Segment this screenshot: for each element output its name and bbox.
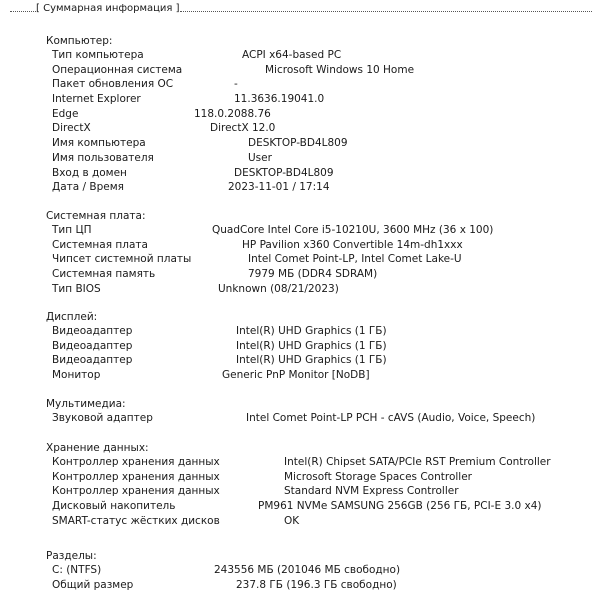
section-computer xyxy=(46,34,415,195)
row-label: Системная плата xyxy=(52,238,148,251)
row-label: Звуковой адаптер xyxy=(52,412,153,424)
info-row xyxy=(46,353,387,368)
info-row xyxy=(46,136,348,151)
row-label: Имя компьютера xyxy=(52,137,146,150)
row-label: Монитор xyxy=(52,369,101,382)
row-label: Операционная система xyxy=(52,63,183,76)
row-label: Edge xyxy=(52,107,79,120)
info-row xyxy=(46,499,542,514)
info-row xyxy=(46,470,472,485)
info-row xyxy=(46,324,387,339)
row-value: PM961 NVMe SAMSUNG 256GB (256 ГБ, PCI-E 3.0 x4) xyxy=(258,500,542,513)
info-row xyxy=(46,252,462,267)
info-row xyxy=(46,411,536,426)
section-title: Мультимедиа: xyxy=(46,398,126,410)
row-label: C: (NTFS) xyxy=(52,564,102,576)
section-title: Дисплей: xyxy=(46,311,98,323)
info-row xyxy=(46,77,238,92)
info-row xyxy=(46,455,551,470)
row-value: 11.3636.19041.0 xyxy=(234,93,325,106)
row-value: - xyxy=(234,78,238,91)
row-value: Intel(R) UHD Graphics (1 ГБ) xyxy=(236,354,387,367)
row-label: Дисковый накопитель xyxy=(52,500,176,513)
row-label: Чипсет системной платы xyxy=(52,253,192,266)
info-row xyxy=(46,578,397,593)
section-multimedia xyxy=(46,397,536,426)
header-dashes-right xyxy=(180,5,592,12)
row-value: 7979 МБ (DDR4 SDRAM) xyxy=(248,268,378,281)
section-title: Компьютер: xyxy=(46,35,113,47)
row-value: ACPI x64-based PC xyxy=(242,49,342,61)
row-label: Дата / Время xyxy=(52,181,124,194)
row-label: Контроллер хранения данных xyxy=(52,485,220,498)
section-title: Разделы: xyxy=(46,550,97,562)
info-row xyxy=(46,223,494,238)
info-row xyxy=(46,92,325,107)
info-row xyxy=(46,484,459,499)
row-label: Тип компьютера xyxy=(52,49,144,61)
row-value: Unknown (08/21/2023) xyxy=(218,282,339,295)
report-header xyxy=(10,3,592,14)
row-label: Видеоадаптер xyxy=(52,354,133,367)
row-label: Общий размер xyxy=(52,578,134,591)
info-row xyxy=(46,563,401,578)
row-label: Контроллер хранения данных xyxy=(52,470,220,483)
info-row xyxy=(46,151,272,166)
info-row xyxy=(46,121,276,136)
row-label: Тип ЦП xyxy=(52,224,92,236)
info-row xyxy=(46,166,334,181)
header-dashes-left xyxy=(10,5,36,12)
section-storage xyxy=(46,441,551,528)
row-value: 2023-11-01 / 17:14 xyxy=(228,181,330,194)
row-value: Generic PnP Monitor [NoDB] xyxy=(222,369,370,382)
row-value: Microsoft Windows 10 Home xyxy=(265,63,415,76)
report-title: [ Суммарная информация ] xyxy=(36,3,180,14)
info-row xyxy=(46,238,463,253)
row-value: Intel Comet Point-LP, Intel Comet Lake-U xyxy=(248,253,462,266)
row-label: SMART-статус жёстких дисков xyxy=(52,514,220,527)
row-value: DirectX 12.0 xyxy=(210,122,276,135)
row-value: Intel Comet Point-LP PCH - cAVS (Audio, Voice, Speech) xyxy=(246,412,536,424)
row-label: Имя пользователя xyxy=(52,151,154,164)
row-label: Видеоадаптер xyxy=(52,325,133,337)
row-value: DESKTOP-BD4L809 xyxy=(248,137,348,150)
row-value: Standard NVM Express Controller xyxy=(284,485,459,498)
info-row xyxy=(46,339,387,354)
row-label: Пакет обновления ОС xyxy=(52,78,174,91)
row-value: Intel(R) UHD Graphics (1 ГБ) xyxy=(236,325,387,337)
row-value: User xyxy=(248,151,272,164)
info-row xyxy=(46,282,339,297)
info-row xyxy=(46,63,415,78)
row-value: 118.0.2088.76 xyxy=(194,107,271,120)
row-value: QuadCore Intel Core i5-10210U, 3600 MHz (36 x 100) xyxy=(212,224,494,236)
section-motherboard xyxy=(46,209,494,296)
row-value: Intel(R) UHD Graphics (1 ГБ) xyxy=(236,339,387,352)
row-value: 237.8 ГБ (196.3 ГБ свободно) xyxy=(236,578,397,591)
section-title: Системная плата: xyxy=(46,210,146,222)
info-row xyxy=(46,368,370,383)
row-label: Вход в домен xyxy=(52,166,127,179)
row-value: Intel(R) Chipset SATA/PCIe RST Premium Controller xyxy=(284,456,551,468)
row-label: Internet Explorer xyxy=(52,93,141,106)
row-value: HP Pavilion x360 Convertible 14m-dh1xxx xyxy=(242,238,463,251)
row-label: Тип BIOS xyxy=(52,282,101,295)
info-row xyxy=(46,267,378,282)
row-value: DESKTOP-BD4L809 xyxy=(234,166,334,179)
row-value: Microsoft Storage Spaces Controller xyxy=(284,470,472,483)
row-value: 243556 МБ (201046 МБ свободно) xyxy=(214,564,401,576)
row-label: Контроллер хранения данных xyxy=(52,456,220,468)
row-label: DirectX xyxy=(52,122,91,135)
row-label: Системная память xyxy=(52,268,156,281)
section-display xyxy=(46,310,387,383)
row-label: Видеоадаптер xyxy=(52,339,133,352)
info-row xyxy=(46,107,271,122)
info-row xyxy=(46,514,300,529)
section-partitions xyxy=(46,549,401,592)
row-value: OK xyxy=(284,514,300,527)
info-row xyxy=(46,180,330,195)
section-title: Хранение данных: xyxy=(46,442,149,454)
info-row xyxy=(46,48,342,63)
